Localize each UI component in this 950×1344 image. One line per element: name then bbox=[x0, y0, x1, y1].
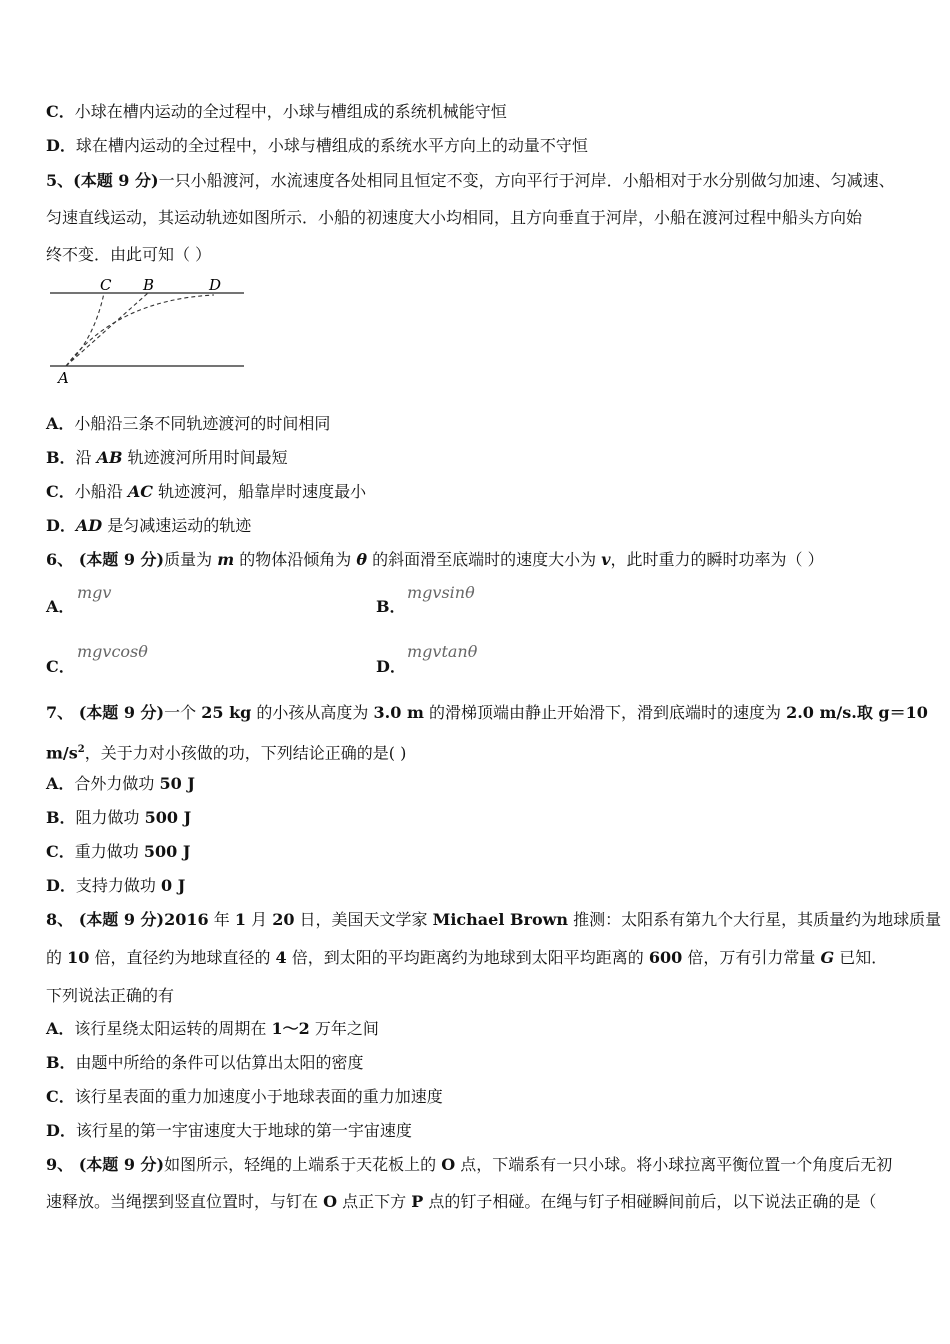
q7-stem-line-2 bbox=[46, 740, 910, 763]
q6-option-b-formula: mgvsinθ bbox=[407, 583, 475, 602]
question-text: 点正下方 bbox=[337, 1192, 412, 1211]
math-var: θ bbox=[356, 550, 368, 569]
q7-option-b bbox=[46, 808, 910, 828]
question-text: 的滑梯顶端由静止开始滑下，滑到底端时的速度为 bbox=[423, 703, 787, 722]
question-text: 的斜面滑至底端时的速度大小为 bbox=[367, 550, 602, 569]
q6-option-c-formula: mgvcosθ bbox=[77, 642, 148, 661]
q6-option-c-label bbox=[46, 657, 75, 677]
option-text: 是匀减速运动的轨迹 bbox=[102, 516, 252, 535]
option-text: 该行星绕太阳运转的周期在 bbox=[74, 1019, 272, 1038]
value: 2.0 m/s bbox=[786, 703, 852, 722]
option-label: C． bbox=[46, 1087, 75, 1106]
q8-option-a bbox=[46, 1019, 910, 1039]
point-name: P bbox=[411, 1192, 424, 1211]
question-number: 5、 bbox=[46, 171, 74, 190]
option-label: B． bbox=[46, 808, 76, 827]
q7-stem-line-1 bbox=[46, 703, 928, 723]
option-text: 小球在槽内运动的全过程中，小球与槽组成的系统机械能守恒 bbox=[74, 102, 507, 121]
option-label: D． bbox=[46, 516, 76, 535]
q5-option-b bbox=[46, 448, 910, 468]
option-text: 由题中所给的条件可以估算出太阳的密度 bbox=[75, 1053, 364, 1072]
option-label: B． bbox=[376, 597, 406, 616]
option-value: 1～2 bbox=[271, 1019, 310, 1038]
point-label-b: B bbox=[143, 276, 155, 294]
question-text: 速释放。当绳摆到竖直位置时，与钉在 bbox=[46, 1192, 324, 1211]
option-label: B． bbox=[46, 1053, 76, 1072]
question-text: 推测：太阳系有第九个大行星，其质量约为地球质量 bbox=[568, 910, 942, 929]
q8-stem-line-1 bbox=[46, 910, 942, 930]
q7-option-d bbox=[46, 876, 910, 896]
option-label: A． bbox=[46, 597, 75, 616]
trajectory-ac bbox=[66, 293, 104, 366]
question-text: 年 bbox=[208, 910, 235, 929]
option-label: A． bbox=[46, 1019, 75, 1038]
question-text: 终不变．由此可知（ ） bbox=[46, 245, 212, 264]
point-name: O bbox=[441, 1155, 456, 1174]
q8-stem-line-2 bbox=[46, 948, 910, 968]
q9-stem-line-1 bbox=[46, 1155, 910, 1175]
unit: m/s bbox=[46, 743, 78, 763]
question-text: ，关于力对小孩做的功，下列结论正确的是( ) bbox=[84, 743, 407, 763]
question-text: 的 bbox=[46, 948, 68, 967]
question-text: 日，美国天文学家 bbox=[294, 910, 433, 929]
q8-option-c bbox=[46, 1087, 910, 1107]
option-label: B． bbox=[46, 448, 76, 467]
person-name: Michael Brown bbox=[432, 910, 569, 929]
value: g＝10 bbox=[878, 703, 928, 722]
question-text: 点的钉子相碰。在绳与钉子相碰瞬间前后，以下说法正确的是（ bbox=[423, 1192, 877, 1211]
option-text: 沿 bbox=[75, 448, 97, 467]
option-value: 500 J bbox=[144, 808, 192, 827]
option-label: D． bbox=[46, 876, 76, 895]
option-text: 合外力做功 bbox=[74, 774, 160, 793]
q7-option-c bbox=[46, 842, 910, 862]
option-value: 0 J bbox=[160, 876, 186, 895]
question-text: 一只小船渡河，水流速度各处相同且恒定不变，方向平行于河岸．小船相对于水分别做匀加速、匀减速、 bbox=[158, 171, 895, 190]
math-var: G bbox=[820, 948, 835, 967]
point-label-c: C bbox=[100, 276, 112, 294]
question-score: (本题 9 分) bbox=[73, 703, 165, 722]
q8-stem-line-3 bbox=[46, 986, 910, 1006]
q8-option-b bbox=[46, 1053, 910, 1073]
question-score: (本题 9 分) bbox=[73, 1155, 165, 1174]
value: 10 bbox=[67, 948, 90, 967]
trajectory-ab bbox=[66, 293, 148, 366]
option-label: D． bbox=[376, 657, 406, 676]
question-text: 倍，直径约为地球直径的 bbox=[89, 948, 276, 967]
option-label: C． bbox=[46, 657, 75, 676]
question-text: 的小孩从高度为 bbox=[251, 703, 374, 722]
option-math: AB bbox=[96, 448, 123, 467]
question-text: 已知． bbox=[834, 948, 888, 967]
q5-option-c bbox=[46, 482, 910, 502]
q6-option-a-formula: mgv bbox=[77, 583, 112, 602]
option-text: 万年之间 bbox=[309, 1019, 379, 1038]
question-text: 下列说法正确的有 bbox=[46, 986, 175, 1005]
question-text: 点，下端系有一只小球。将小球拉离平衡位置一个角度后无初 bbox=[455, 1155, 893, 1174]
question-text: 如图所示，轻绳的上端系于天花板上的 bbox=[164, 1155, 442, 1174]
value: 1 bbox=[234, 910, 246, 929]
option-label: A． bbox=[46, 774, 75, 793]
question-number: 8、 bbox=[46, 910, 74, 929]
q4-option-c bbox=[46, 102, 910, 122]
q5-option-d bbox=[46, 516, 910, 536]
option-label: C． bbox=[46, 842, 75, 861]
question-number: 9、 bbox=[46, 1155, 74, 1174]
question-text: ，此时重力的瞬时功率为（ ） bbox=[610, 550, 824, 569]
option-label: C． bbox=[46, 482, 75, 501]
option-label: C． bbox=[46, 102, 75, 121]
q6-option-b-label bbox=[376, 597, 406, 617]
option-value: 500 J bbox=[143, 842, 191, 861]
option-label: D． bbox=[46, 136, 76, 155]
option-label: A． bbox=[46, 414, 75, 433]
option-text: 轨迹渡河，船靠岸时速度最小 bbox=[153, 482, 367, 501]
point-label-a: A bbox=[58, 369, 69, 387]
value: 20 bbox=[272, 910, 295, 929]
option-text: 小船沿三条不同轨迹渡河的时间相同 bbox=[74, 414, 331, 433]
question-text: 匀速直线运动，其运动轨迹如图所示．小船的初速度大小均相同，且方向垂直于河岸，小船在渡河过程中船头方向始 bbox=[46, 208, 863, 227]
question-text: .取 bbox=[851, 703, 879, 722]
question-text: 倍，万有引力常量 bbox=[682, 948, 821, 967]
question-text: 质量为 bbox=[164, 550, 218, 569]
q6-stem bbox=[46, 550, 910, 570]
question-text: 倍，到太阳的平均距离约为地球到太阳平均距离的 bbox=[286, 948, 649, 967]
q5-stem-line-3 bbox=[46, 245, 910, 265]
question-number: 7、 bbox=[46, 703, 74, 722]
value: 600 bbox=[648, 948, 683, 967]
option-text: 支持力做功 bbox=[75, 876, 161, 895]
option-value: 50 J bbox=[159, 774, 195, 793]
q9-stem-line-2 bbox=[46, 1192, 910, 1212]
question-score: (本题 9 分) bbox=[73, 171, 159, 190]
point-name: O bbox=[323, 1192, 338, 1211]
value: 4 bbox=[275, 948, 287, 967]
option-text: 阻力做功 bbox=[75, 808, 145, 827]
question-number: 6、 bbox=[46, 550, 74, 569]
math-var: m bbox=[217, 550, 235, 569]
question-score: (本题 9 分) bbox=[73, 910, 165, 929]
question-score: (本题 9 分) bbox=[73, 550, 165, 569]
question-text: 月 bbox=[246, 910, 273, 929]
value: 25 kg bbox=[201, 703, 252, 722]
option-text: 轨迹渡河所用时间最短 bbox=[122, 448, 288, 467]
q5-stem-line-2 bbox=[46, 208, 910, 228]
option-text: 小船沿 bbox=[74, 482, 128, 501]
option-math: AD bbox=[75, 516, 103, 535]
q8-option-d bbox=[46, 1121, 910, 1141]
option-text: 该行星表面的重力加速度小于地球表面的重力加速度 bbox=[74, 1087, 443, 1106]
river-trajectory-diagram bbox=[46, 275, 250, 387]
option-label: D． bbox=[46, 1121, 76, 1140]
option-math: AC bbox=[127, 482, 153, 501]
point-label-d: D bbox=[209, 276, 222, 294]
q6-option-a-label bbox=[46, 597, 74, 617]
question-text: 一个 bbox=[164, 703, 202, 722]
question-text: 的物体沿倾角为 bbox=[234, 550, 357, 569]
option-text: 该行星的第一宇宙速度大于地球的第一宇宙速度 bbox=[75, 1121, 412, 1140]
option-text: 重力做功 bbox=[74, 842, 144, 861]
q7-option-a bbox=[46, 774, 910, 794]
q6-option-d-formula: mgvtanθ bbox=[407, 642, 478, 661]
math-var: v bbox=[601, 550, 611, 569]
value: 3.0 m bbox=[373, 703, 424, 722]
q5-stem-line-1 bbox=[46, 171, 910, 191]
q5-option-a bbox=[46, 414, 910, 434]
option-text: 球在槽内运动的全过程中，小球与槽组成的系统水平方向上的动量不守恒 bbox=[75, 136, 588, 155]
trajectory-ad bbox=[66, 295, 214, 366]
q6-option-d-label bbox=[376, 657, 406, 677]
unit-exponent: 2 bbox=[77, 744, 85, 755]
q4-option-d bbox=[46, 136, 910, 156]
value: 2016 bbox=[164, 910, 209, 929]
